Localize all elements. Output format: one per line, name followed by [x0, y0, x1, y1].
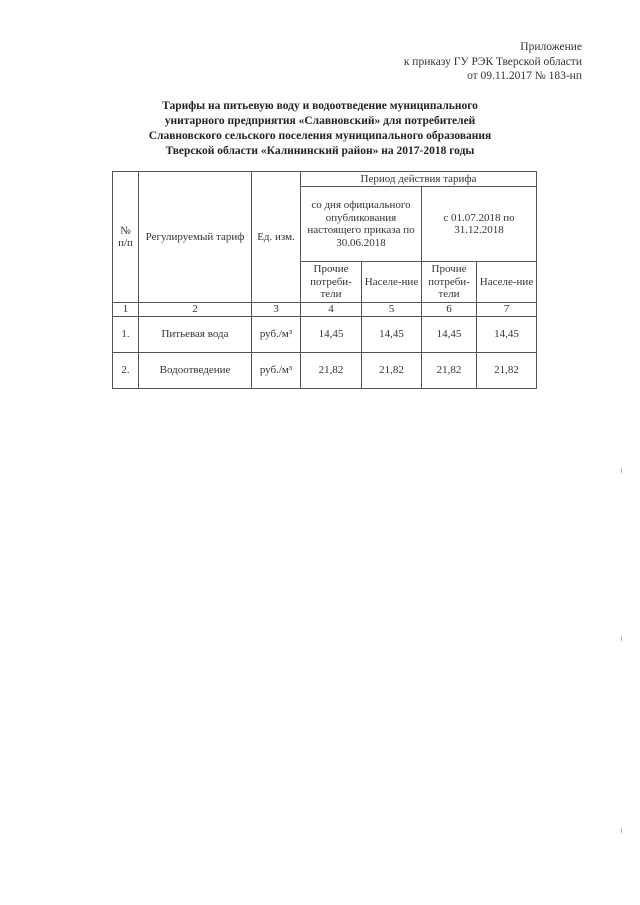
row-p1-other: 21,82 [301, 352, 362, 388]
col-index: 6 [422, 303, 477, 317]
row-p2-other: 21,82 [422, 352, 477, 388]
row-num: 2. [113, 352, 139, 388]
appendix-block [404, 40, 582, 84]
header-p1-population: Населе-ние [362, 262, 422, 303]
table-row [113, 352, 537, 388]
scan-speck [621, 828, 622, 833]
title-line-1: Тарифы на питьевую воду и водоотведение муниципального [162, 100, 478, 112]
title-line-3: Славновского сельского поселения муниципального образования [148, 130, 492, 142]
row-p1-other: 14,45 [301, 316, 362, 352]
header-row-1 [113, 172, 537, 187]
column-index-row [113, 303, 537, 317]
header-period: Период действия тарифа [301, 172, 537, 187]
header-period-1: со дня официального опубликования настоящего приказа по 30.06.2018 [301, 187, 422, 262]
row-p2-population: 21,82 [477, 352, 537, 388]
row-tariff-name: Питьевая вода [139, 316, 252, 352]
appendix-order-ref: к приказу ГУ РЭК Тверской области [403, 55, 582, 68]
row-p2-other: 14,45 [422, 316, 477, 352]
appendix-label: Приложение [520, 41, 582, 53]
col-index: 7 [477, 303, 537, 317]
header-num: № п/п [113, 172, 139, 303]
col-index: 1 [113, 303, 139, 317]
tariff-table [112, 171, 537, 389]
col-index: 5 [362, 303, 422, 317]
header-period-2: с 01.07.2018 по 31.12.2018 [422, 187, 537, 262]
title-line-4: Тверской области «Калининский район» на 2017-2018 годы [165, 145, 475, 157]
col-index: 3 [252, 303, 301, 317]
header-p2-other: Прочие потреби-тели [422, 262, 477, 303]
row-num: 1. [113, 316, 139, 352]
title-line-2: унитарного предприятия «Славновский» для потребителей [164, 115, 476, 127]
document-title [100, 99, 540, 159]
scan-speck [621, 636, 622, 641]
header-p1-other: Прочие потреби-тели [301, 262, 362, 303]
row-unit: руб./м³ [252, 352, 301, 388]
col-index: 2 [139, 303, 252, 317]
header-tariff: Регулируемый тариф [139, 172, 252, 303]
appendix-order-date: от 09.11.2017 № 183-нп [467, 70, 582, 82]
row-p1-population: 21,82 [362, 352, 422, 388]
col-index: 4 [301, 303, 362, 317]
row-p1-population: 14,45 [362, 316, 422, 352]
header-p2-population: Населе-ние [477, 262, 537, 303]
row-p2-population: 14,45 [477, 316, 537, 352]
scan-speck [621, 468, 622, 473]
row-tariff-name: Водоотведение [139, 352, 252, 388]
row-unit: руб./м³ [252, 316, 301, 352]
header-unit: Ед. изм. [252, 172, 301, 303]
table-row [113, 316, 537, 352]
